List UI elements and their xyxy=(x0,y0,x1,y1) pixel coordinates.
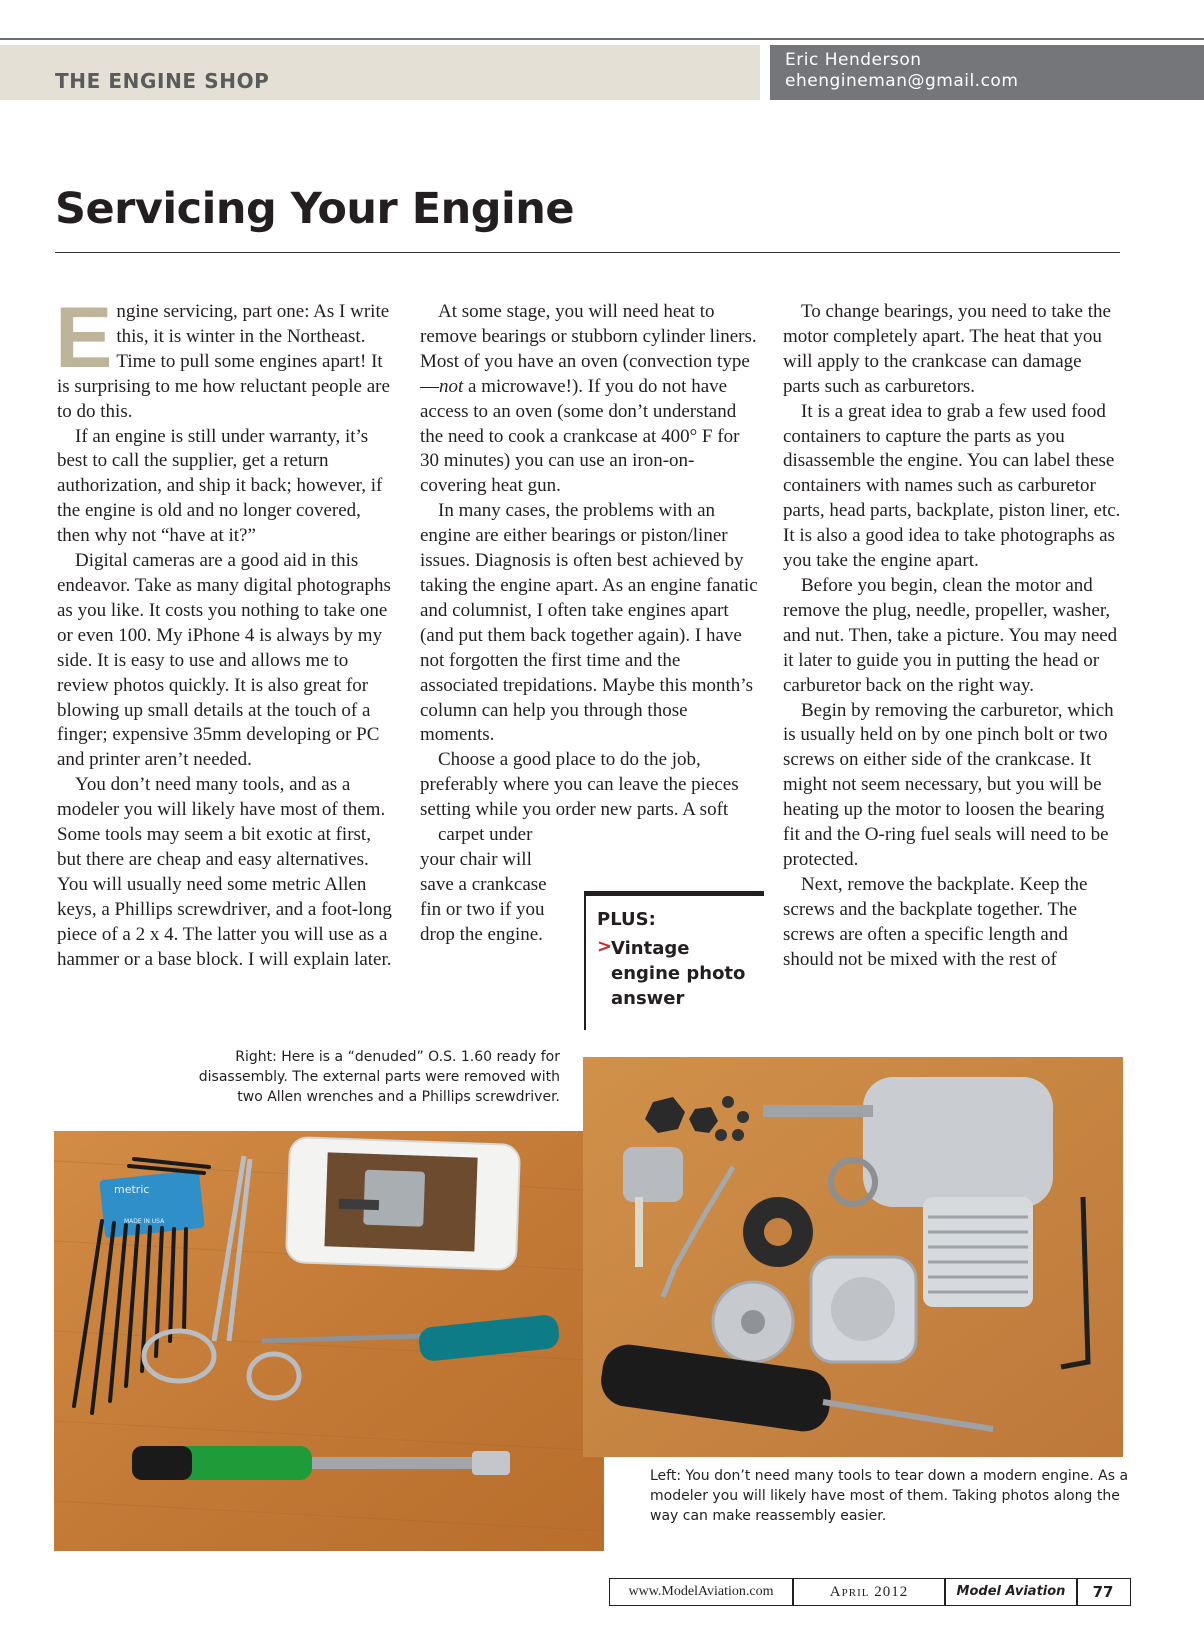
footer-magazine: Model Aviation xyxy=(956,1584,1066,1599)
paragraph: Before you begin, clean the motor and remove the plug, needle, propeller, washer, and nut. Then, take a picture. You may need it later to guide you in putting the head or carburetor back on the right way. xyxy=(783,574,1118,696)
top-rule xyxy=(0,38,1204,40)
paragraph-narrow-text: carpet under your chair will save a crankcase fin or two if you drop the engine. xyxy=(420,824,547,945)
plus-title: PLUS: xyxy=(597,909,656,930)
page-footer xyxy=(609,1578,1131,1606)
photo-tools xyxy=(54,1131,604,1551)
paragraph: You don’t need many tools, and as a modeler you will likely have most of them. Some tools may seem a bit exotic at first, but there are cheap and easy alternatives. You will usually need some metric Allen keys, a Phillips screwdriver, and a foot-long piece of a 2 x 4. The latter you will use as a hammer or a base block. I will explain later. xyxy=(57,774,392,970)
paragraph-text: Choose a good place to do the job, preferably where you can leave the pieces setting while you order new parts. A soft xyxy=(420,749,739,821)
paragraph-text: At some stage, you will need heat to remove bearings or stubborn cylinder liners. Most of you have an oven (convection type— xyxy=(420,301,757,397)
paragraph: To change bearings, you need to take the motor completely apart. The heat that you will apply to the crankcase can damage parts such as carburetors. xyxy=(783,301,1111,397)
plus-item-link[interactable]: Vintage engine photo answer xyxy=(611,938,746,1009)
paragraph xyxy=(420,300,760,499)
paragraph: Next, remove the backplate. Keep the screws and the backplate together. The screws are often a specific length and should not be mixed with the rest of xyxy=(783,873,1088,970)
plus-sidebar xyxy=(584,891,764,1030)
paragraph: In many cases, the problems with an engine are either bearings or piston/liner issues. Diagnosis is often best achieved by taking the engine apart. As an engine fanatic and columnist, I often take engines apart (and put them back together again). I have not forgotten the first time and the associated trepidations. Maybe this month’s column can help you through those moments. xyxy=(420,500,758,746)
prop-washer xyxy=(743,1197,813,1267)
paragraph: Digital cameras are a good aid in this endeavor. Take as many digital photographs as you like. It costs you nothing to take one or even 100. My iPhone 4 is always by my side. It is easy to use and allows me to review photos quickly. It is also great for blowing up small details at the touch of a finger; expensive 35mm developing or PC and printer aren’t needed. xyxy=(57,550,391,771)
article-title: Servicing Your Engine xyxy=(55,184,575,234)
author-email[interactable]: ehengineman@gmail.com xyxy=(785,71,1019,91)
paragraph-lead-text: ngine servicing, part one: As I write this, it is winter in the Northeast. Time to pull some xyxy=(116,301,390,372)
arrow-icon: > xyxy=(597,936,613,957)
footer-date: April 2012 xyxy=(829,1584,909,1600)
text-column-3 xyxy=(783,300,1123,972)
caption-left-photo: Left: You don’t need many tools to tear down a modern engine. As a modeler you will likely have most of them. Taking photos along the way can make reassembly easier. xyxy=(650,1468,1129,1524)
drive-washer xyxy=(713,1282,793,1362)
text-column-2 xyxy=(420,300,760,948)
paragraph xyxy=(55,290,397,425)
text-column-1 xyxy=(55,290,397,972)
author-name: Eric Henderson xyxy=(785,50,922,70)
title-rule xyxy=(55,252,1120,253)
paragraph: It is a great idea to grab a few used food containers to capture the parts as you disassemble the engine. You can label these containers with names such as carburetor parts, head parts, backplate, piston liner, etc. It is also a good idea to take photographs as you take the engine apart. xyxy=(783,400,1121,572)
paragraph: If an engine is still under warranty, it’s best to call the supplier, get a return authorization, and ship it back; however, if the engine is old and no longer covered, then why not “have at it?” xyxy=(57,425,383,547)
paragraph-lead-rest: engines apart! It is surprising to me how reluctant people are to do this. xyxy=(57,350,390,422)
drop-cap: E xyxy=(55,290,113,386)
section-label: THE ENGINE SHOP xyxy=(55,69,270,93)
allen-set-made: MADE IN USA xyxy=(124,1218,165,1225)
backplate xyxy=(811,1257,916,1362)
paragraph-text: a microwave!). If you do not have access to an oven (some don’t understand the need to cook a crankcase at 400° F for 30 minutes) you can use an iron-on-covering heat gun. xyxy=(420,375,740,497)
allen-set-label: metric xyxy=(114,1183,150,1196)
photo-engine xyxy=(583,1057,1123,1457)
emphasis-text: not xyxy=(439,375,464,397)
paragraph: Begin by removing the carburetor, which is usually held on by one pinch bolt or two screws on either side of the crankcase. It might not seem necessary, but you will be heating up the motor to loosen the bearing fit and the O-ring fuel seals will need to be protected. xyxy=(783,699,1114,870)
caption-right-photo: Right: Here is a “denuded” O.S. 1.60 ready for disassembly. The external parts were removed with two Allen wrenches and a Phillips screwdriver. xyxy=(198,1049,560,1105)
page-number: 77 xyxy=(1092,1583,1114,1601)
phone-photo xyxy=(286,1137,520,1270)
footer-url[interactable]: www.ModelAviation.com xyxy=(628,1584,774,1599)
